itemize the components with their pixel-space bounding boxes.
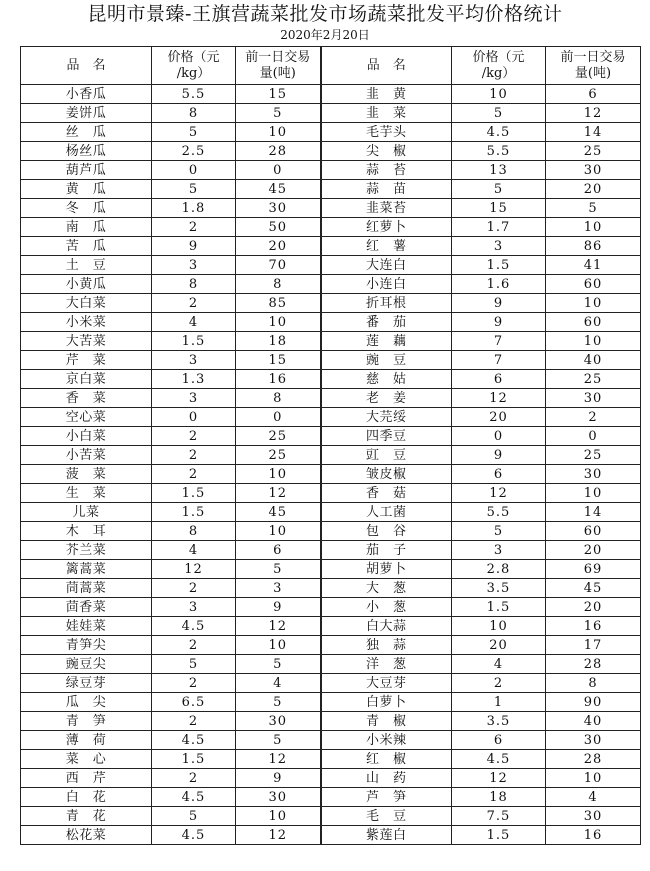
right-item-name: 洋 葱 xyxy=(321,655,452,674)
right-item-price: 6 xyxy=(452,370,546,389)
table-row xyxy=(21,256,641,275)
right-item-price: 2 xyxy=(452,674,546,693)
left-item-price: 12 xyxy=(152,560,236,579)
right-item-volume: 30 xyxy=(546,731,641,750)
right-item-price: 6 xyxy=(452,465,546,484)
right-item-volume: 2 xyxy=(546,408,641,427)
page-title: 昆明市景臻-王旗营蔬菜批发市场蔬菜批发平均价格统计 xyxy=(87,3,563,25)
right-item-price: 5 xyxy=(452,522,546,541)
table-row xyxy=(21,313,641,332)
table-row xyxy=(21,731,641,750)
right-item-name: 大豆芽 xyxy=(321,674,452,693)
left-item-name: 大白菜 xyxy=(21,294,152,313)
right-item-name: 香 菇 xyxy=(321,484,452,503)
table-row xyxy=(21,769,641,788)
right-item-price: 5 xyxy=(452,104,546,123)
right-item-price: 1.6 xyxy=(452,275,546,294)
left-item-price: 5 xyxy=(152,807,236,826)
left-item-volume: 10 xyxy=(236,807,321,826)
left-item-price: 6.5 xyxy=(152,693,236,712)
right-item-name: 老 姜 xyxy=(321,389,452,408)
left-item-volume: 5 xyxy=(236,104,321,123)
left-item-name: 芥兰菜 xyxy=(21,541,152,560)
left-item-volume: 85 xyxy=(236,294,321,313)
right-item-volume: 10 xyxy=(546,484,641,503)
right-item-name: 白大蒜 xyxy=(321,617,452,636)
left-item-name: 菜 心 xyxy=(21,750,152,769)
table-row xyxy=(21,199,641,218)
table-row xyxy=(21,598,641,617)
table-row xyxy=(21,180,641,199)
left-item-volume: 10 xyxy=(236,313,321,332)
table-row xyxy=(21,636,641,655)
left-item-price: 2 xyxy=(152,427,236,446)
left-item-price: 3 xyxy=(152,256,236,275)
right-item-price: 7.5 xyxy=(452,807,546,826)
right-item-volume: 10 xyxy=(546,332,641,351)
right-item-name: 蒜 苔 xyxy=(321,161,452,180)
table-row xyxy=(21,351,641,370)
table-row xyxy=(21,541,641,560)
right-item-volume: 10 xyxy=(546,769,641,788)
left-item-volume: 10 xyxy=(236,465,321,484)
left-item-volume: 12 xyxy=(236,484,321,503)
table-row xyxy=(21,484,641,503)
table-row xyxy=(21,674,641,693)
header-name-right: 品 名 xyxy=(321,47,452,85)
right-item-price: 3.5 xyxy=(452,579,546,598)
right-item-name: 豇 豆 xyxy=(321,446,452,465)
right-item-volume: 16 xyxy=(546,826,641,845)
table-row xyxy=(21,427,641,446)
right-item-volume: 60 xyxy=(546,275,641,294)
header-name-left: 品 名 xyxy=(21,47,152,85)
right-item-volume: 60 xyxy=(546,313,641,332)
table-row xyxy=(21,503,641,522)
left-item-price: 2 xyxy=(152,769,236,788)
left-item-volume: 30 xyxy=(236,788,321,807)
left-item-price: 5 xyxy=(152,123,236,142)
right-item-name: 胡萝卜 xyxy=(321,560,452,579)
table-row xyxy=(21,218,641,237)
left-item-price: 2 xyxy=(152,218,236,237)
left-item-volume: 12 xyxy=(236,617,321,636)
table-row xyxy=(21,579,641,598)
left-item-price: 2 xyxy=(152,579,236,598)
right-item-volume: 40 xyxy=(546,712,641,731)
left-item-volume: 20 xyxy=(236,237,321,256)
left-item-price: 3 xyxy=(152,598,236,617)
right-item-price: 0 xyxy=(452,427,546,446)
table-row xyxy=(21,294,641,313)
left-item-price: 9 xyxy=(152,237,236,256)
right-item-name: 小连白 xyxy=(321,275,452,294)
left-item-name: 西 芹 xyxy=(21,769,152,788)
table-row xyxy=(21,807,641,826)
left-item-volume: 9 xyxy=(236,769,321,788)
right-item-name: 大 葱 xyxy=(321,579,452,598)
right-item-name: 慈 姑 xyxy=(321,370,452,389)
table-row xyxy=(21,693,641,712)
right-item-name: 莲 藕 xyxy=(321,332,452,351)
left-item-volume: 5 xyxy=(236,655,321,674)
table-row xyxy=(21,617,641,636)
left-item-price: 8 xyxy=(152,522,236,541)
right-item-name: 韭 黄 xyxy=(321,85,452,104)
left-item-volume: 25 xyxy=(236,427,321,446)
right-item-price: 12 xyxy=(452,769,546,788)
left-item-name: 茼蒿菜 xyxy=(21,579,152,598)
left-item-name: 小米菜 xyxy=(21,313,152,332)
right-item-name: 韭菜苔 xyxy=(321,199,452,218)
right-item-volume: 20 xyxy=(546,180,641,199)
table-row xyxy=(21,465,641,484)
left-item-volume: 50 xyxy=(236,218,321,237)
table-row xyxy=(21,446,641,465)
right-item-name: 豌 豆 xyxy=(321,351,452,370)
right-item-volume: 10 xyxy=(546,218,641,237)
table-row xyxy=(21,522,641,541)
right-item-price: 6 xyxy=(452,731,546,750)
left-item-volume: 5 xyxy=(236,560,321,579)
left-item-volume: 30 xyxy=(236,712,321,731)
report-date: 2020年2月20日 xyxy=(280,28,370,42)
left-item-price: 1.5 xyxy=(152,484,236,503)
table-row xyxy=(21,750,641,769)
left-item-price: 2 xyxy=(152,674,236,693)
right-item-price: 15 xyxy=(452,199,546,218)
right-item-price: 1.5 xyxy=(452,256,546,275)
left-item-price: 2 xyxy=(152,636,236,655)
right-item-name: 大连白 xyxy=(321,256,452,275)
right-item-price: 5.5 xyxy=(452,142,546,161)
right-item-name: 白萝卜 xyxy=(321,693,452,712)
right-item-name: 皱皮椒 xyxy=(321,465,452,484)
left-item-volume: 4 xyxy=(236,674,321,693)
right-item-price: 5.5 xyxy=(452,503,546,522)
right-item-name: 人工菌 xyxy=(321,503,452,522)
right-item-volume: 40 xyxy=(546,351,641,370)
left-item-name: 瓜 尖 xyxy=(21,693,152,712)
left-item-name: 娃娃菜 xyxy=(21,617,152,636)
right-item-volume: 6 xyxy=(546,85,641,104)
left-item-price: 4.5 xyxy=(152,617,236,636)
left-item-price: 8 xyxy=(152,275,236,294)
right-item-price: 18 xyxy=(452,788,546,807)
left-item-name: 丝 瓜 xyxy=(21,123,152,142)
right-item-volume: 25 xyxy=(546,446,641,465)
left-item-name: 木 耳 xyxy=(21,522,152,541)
right-item-volume: 30 xyxy=(546,807,641,826)
table-row xyxy=(21,655,641,674)
left-item-name: 京白菜 xyxy=(21,370,152,389)
left-item-price: 1.5 xyxy=(152,750,236,769)
left-item-name: 南 瓜 xyxy=(21,218,152,237)
left-item-name: 杨丝瓜 xyxy=(21,142,152,161)
left-item-name: 葫芦瓜 xyxy=(21,161,152,180)
right-item-price: 3.5 xyxy=(452,712,546,731)
table-row xyxy=(21,788,641,807)
table-row xyxy=(21,275,641,294)
left-item-name: 豌豆尖 xyxy=(21,655,152,674)
right-item-name: 芦 笋 xyxy=(321,788,452,807)
left-item-name: 小白菜 xyxy=(21,427,152,446)
left-item-volume: 8 xyxy=(236,275,321,294)
right-item-name: 蒜 苗 xyxy=(321,180,452,199)
left-item-name: 大苦菜 xyxy=(21,332,152,351)
table-header-row xyxy=(21,47,641,85)
left-item-price: 4 xyxy=(152,313,236,332)
left-item-name: 绿豆芽 xyxy=(21,674,152,693)
right-item-price: 9 xyxy=(452,313,546,332)
left-item-volume: 5 xyxy=(236,693,321,712)
left-item-name: 青笋尖 xyxy=(21,636,152,655)
left-item-price: 3 xyxy=(152,351,236,370)
header-volume-left: 前一日交易 量(吨) xyxy=(236,47,321,85)
table-row xyxy=(21,104,641,123)
right-item-volume: 90 xyxy=(546,693,641,712)
left-item-name: 小苦菜 xyxy=(21,446,152,465)
right-item-price: 13 xyxy=(452,161,546,180)
right-item-volume: 5 xyxy=(546,199,641,218)
right-item-volume: 45 xyxy=(546,579,641,598)
table-row xyxy=(21,142,641,161)
left-item-price: 2.5 xyxy=(152,142,236,161)
right-item-volume: 69 xyxy=(546,560,641,579)
right-item-volume: 30 xyxy=(546,389,641,408)
right-item-price: 1 xyxy=(452,693,546,712)
table-row xyxy=(21,370,641,389)
right-item-price: 1.5 xyxy=(452,826,546,845)
left-item-price: 0 xyxy=(152,161,236,180)
right-item-volume: 25 xyxy=(546,142,641,161)
right-item-price: 4.5 xyxy=(452,123,546,142)
right-item-price: 3 xyxy=(452,541,546,560)
left-item-name: 茴香菜 xyxy=(21,598,152,617)
left-item-volume: 45 xyxy=(236,503,321,522)
right-item-price: 12 xyxy=(452,484,546,503)
left-item-name: 薄 荷 xyxy=(21,731,152,750)
left-item-name: 生 菜 xyxy=(21,484,152,503)
left-item-name: 冬 瓜 xyxy=(21,199,152,218)
right-item-volume: 12 xyxy=(546,104,641,123)
right-item-volume: 60 xyxy=(546,522,641,541)
right-item-price: 10 xyxy=(452,617,546,636)
right-item-volume: 4 xyxy=(546,788,641,807)
left-item-price: 1.3 xyxy=(152,370,236,389)
right-item-name: 韭 菜 xyxy=(321,104,452,123)
left-item-price: 4.5 xyxy=(152,826,236,845)
table-row xyxy=(21,332,641,351)
left-item-name: 香 菜 xyxy=(21,389,152,408)
left-item-volume: 6 xyxy=(236,541,321,560)
right-item-volume: 25 xyxy=(546,370,641,389)
right-item-volume: 30 xyxy=(546,465,641,484)
right-item-price: 1.7 xyxy=(452,218,546,237)
right-item-name: 四季豆 xyxy=(321,427,452,446)
right-item-name: 毛芋头 xyxy=(321,123,452,142)
right-item-volume: 86 xyxy=(546,237,641,256)
left-item-volume: 0 xyxy=(236,161,321,180)
left-item-price: 3 xyxy=(152,389,236,408)
left-item-volume: 10 xyxy=(236,123,321,142)
right-item-name: 红 薯 xyxy=(321,237,452,256)
left-item-volume: 28 xyxy=(236,142,321,161)
table-row xyxy=(21,712,641,731)
right-item-name: 独 蒜 xyxy=(321,636,452,655)
left-item-price: 2 xyxy=(152,465,236,484)
right-item-price: 5 xyxy=(452,180,546,199)
right-item-volume: 28 xyxy=(546,750,641,769)
left-item-volume: 10 xyxy=(236,636,321,655)
right-item-price: 3 xyxy=(452,237,546,256)
header-price-right: 价格（元 /kg） xyxy=(452,47,546,85)
right-item-price: 20 xyxy=(452,408,546,427)
table-row xyxy=(21,123,641,142)
right-item-volume: 8 xyxy=(546,674,641,693)
left-item-name: 土 豆 xyxy=(21,256,152,275)
left-item-volume: 10 xyxy=(236,522,321,541)
left-item-price: 4.5 xyxy=(152,731,236,750)
left-item-price: 0 xyxy=(152,408,236,427)
left-item-price: 5 xyxy=(152,655,236,674)
left-item-name: 篱蒿菜 xyxy=(21,560,152,579)
right-item-name: 大芫绥 xyxy=(321,408,452,427)
left-item-price: 1.8 xyxy=(152,199,236,218)
table-row xyxy=(21,560,641,579)
right-item-volume: 17 xyxy=(546,636,641,655)
right-item-price: 7 xyxy=(452,351,546,370)
table-row xyxy=(21,85,641,104)
left-item-volume: 8 xyxy=(236,389,321,408)
right-item-name: 山 药 xyxy=(321,769,452,788)
right-item-volume: 30 xyxy=(546,161,641,180)
header-volume-right: 前一日交易 量(吨) xyxy=(546,47,641,85)
right-item-price: 12 xyxy=(452,389,546,408)
left-item-volume: 25 xyxy=(236,446,321,465)
left-item-price: 1.5 xyxy=(152,332,236,351)
right-item-price: 2.8 xyxy=(452,560,546,579)
left-item-volume: 15 xyxy=(236,85,321,104)
left-item-price: 5 xyxy=(152,180,236,199)
right-item-volume: 41 xyxy=(546,256,641,275)
left-item-price: 8 xyxy=(152,104,236,123)
right-item-price: 9 xyxy=(452,446,546,465)
left-item-volume: 45 xyxy=(236,180,321,199)
right-item-name: 毛 豆 xyxy=(321,807,452,826)
left-item-price: 1.5 xyxy=(152,503,236,522)
right-item-name: 小米辣 xyxy=(321,731,452,750)
left-item-volume: 9 xyxy=(236,598,321,617)
left-item-volume: 18 xyxy=(236,332,321,351)
left-item-name: 青 笋 xyxy=(21,712,152,731)
left-item-volume: 70 xyxy=(236,256,321,275)
left-item-name: 菠 菜 xyxy=(21,465,152,484)
left-item-volume: 5 xyxy=(236,731,321,750)
price-table xyxy=(20,46,641,845)
right-item-volume: 14 xyxy=(546,123,641,142)
right-item-volume: 28 xyxy=(546,655,641,674)
left-item-name: 芹 菜 xyxy=(21,351,152,370)
right-item-name: 尖 椒 xyxy=(321,142,452,161)
right-item-price: 4 xyxy=(452,655,546,674)
left-item-volume: 15 xyxy=(236,351,321,370)
left-item-price: 5.5 xyxy=(152,85,236,104)
left-item-name: 青 花 xyxy=(21,807,152,826)
right-item-volume: 20 xyxy=(546,598,641,617)
right-item-volume: 0 xyxy=(546,427,641,446)
left-item-name: 小香瓜 xyxy=(21,85,152,104)
right-item-price: 9 xyxy=(452,294,546,313)
left-item-name: 黄 瓜 xyxy=(21,180,152,199)
left-item-price: 4 xyxy=(152,541,236,560)
left-item-volume: 12 xyxy=(236,826,321,845)
table-row xyxy=(21,161,641,180)
left-item-name: 姜饼瓜 xyxy=(21,104,152,123)
table-row xyxy=(21,237,641,256)
left-item-price: 2 xyxy=(152,712,236,731)
left-item-price: 2 xyxy=(152,294,236,313)
right-item-price: 7 xyxy=(452,332,546,351)
left-item-name: 儿菜 xyxy=(21,503,152,522)
left-item-name: 松花菜 xyxy=(21,826,152,845)
right-item-name: 紫莲白 xyxy=(321,826,452,845)
table-row xyxy=(21,826,641,845)
left-item-volume: 16 xyxy=(236,370,321,389)
right-item-price: 4.5 xyxy=(452,750,546,769)
table-row xyxy=(21,389,641,408)
right-item-volume: 20 xyxy=(546,541,641,560)
right-item-name: 番 茄 xyxy=(321,313,452,332)
right-item-volume: 16 xyxy=(546,617,641,636)
left-item-price: 4.5 xyxy=(152,788,236,807)
right-item-name: 红 椒 xyxy=(321,750,452,769)
left-item-name: 空心菜 xyxy=(21,408,152,427)
right-item-name: 红萝卜 xyxy=(321,218,452,237)
right-item-name: 折耳根 xyxy=(321,294,452,313)
right-item-price: 1.5 xyxy=(452,598,546,617)
left-item-name: 小黄瓜 xyxy=(21,275,152,294)
right-item-price: 10 xyxy=(452,85,546,104)
right-item-volume: 10 xyxy=(546,294,641,313)
left-item-name: 白 花 xyxy=(21,788,152,807)
right-item-volume: 14 xyxy=(546,503,641,522)
right-item-name: 茄 子 xyxy=(321,541,452,560)
right-item-name: 包 谷 xyxy=(321,522,452,541)
right-item-name: 小 葱 xyxy=(321,598,452,617)
left-item-volume: 3 xyxy=(236,579,321,598)
left-item-volume: 12 xyxy=(236,750,321,769)
right-item-name: 青 椒 xyxy=(321,712,452,731)
table-row xyxy=(21,408,641,427)
header-price-left: 价格（元 /kg） xyxy=(152,47,236,85)
right-item-price: 20 xyxy=(452,636,546,655)
left-item-volume: 0 xyxy=(236,408,321,427)
left-item-name: 苦 瓜 xyxy=(21,237,152,256)
left-item-price: 2 xyxy=(152,446,236,465)
left-item-volume: 30 xyxy=(236,199,321,218)
